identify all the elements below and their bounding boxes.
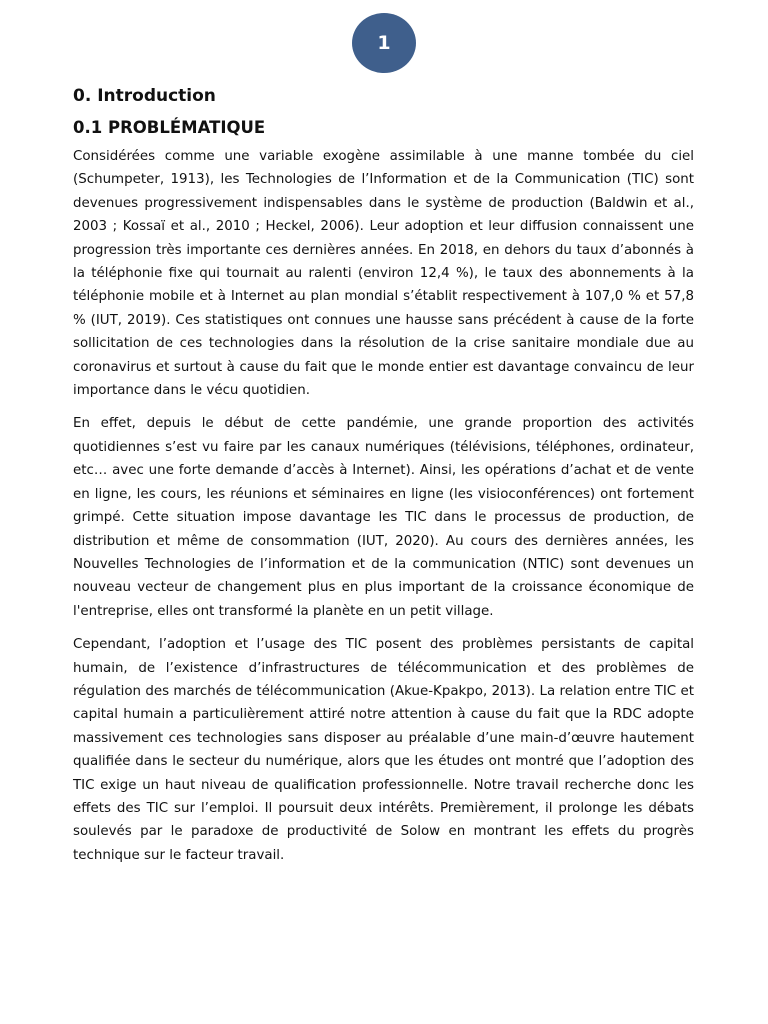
- paragraph-1: Considérées comme une variable exogène assimilable à une manne tombée du ciel (Schumpeter, 1913), les Technologies de l’Information et de la Communication (TIC) sont devenues progressivement indispensables dans le système de production (Baldwin et al., 2003 ; Kossaï et al., 2010 ; Heckel, 2006). Leur adoption et leur diffusion connaissent une progression très importante ces dernières années. En 2018, en dehors du taux d’abonnés à la téléphonie fixe qui tournait au ralenti (environ 12,4 %), le taux des abonnements à la téléphonie mobile et à Internet au plan mondial s’établit respectivement à 107,0 % et 57,8 % (IUT, 2019). Ces statistiques ont connues une hausse sans précédent à cause de la forte sollicitation de ces technologies dans la résolution de la crise sanitaire mondiale due au coronavirus et surtout à cause du fait que le monde entier est davantage convaincu de leur importance dans le vécu quotidien.: [73, 149, 694, 399]
- page-number-badge: [352, 13, 416, 73]
- section-heading: 0. Introduction: [73, 86, 216, 106]
- page-number: 1: [377, 32, 391, 54]
- paragraph-2: En effet, depuis le début de cette pandémie, une grande proportion des activités quotidiennes s’est vu faire par les canaux numériques (télévisions, téléphones, ordinateur, etc… avec une forte demande d’accès à Internet). Ainsi, les opérations d’achat et de vente en ligne, les cours, les réunions et séminaires en ligne (les visioconférences) ont fortement grimpé. Cette situation impose davantage les TIC dans le processus de production, de distribution et même de consommation (IUT, 2020). Au cours des dernières années, les Nouvelles Technologies de l’information et de la communication (NTIC) sont devenues un nouveau vecteur de changement plus en plus important de la croissance économique de l'entreprise, elles ont transformé la planète en un petit village.: [73, 416, 694, 619]
- document-body: [73, 84, 694, 867]
- paragraph-3: Cependant, l’adoption et l’usage des TIC posent des problèmes persistants de capital humain, de l’existence d’infrastructures de télécommunication et des problèmes de régulation des marchés de télécommunication (Akue-Kpakpo, 2013). La relation entre TIC et capital humain a particulièrement attiré notre attention à cause du fait que la RDC adopte massivement ces technologies sans disposer au préalable d’une main-d’œuvre hautement qualifiée dans le secteur du numérique, alors que les études ont montré que l’adoption des TIC exige un haut niveau de qualification professionnelle. Notre travail recherche donc les effets des TIC sur l’emploi. Il poursuit deux intérêts. Premièrement, il prolonge les débats soulevés par le paradoxe de productivité de Solow en montrant les effets du progrès technique sur le facteur travail.: [73, 637, 694, 863]
- subsection-heading: 0.1 PROBLÉMATIQUE: [73, 118, 266, 137]
